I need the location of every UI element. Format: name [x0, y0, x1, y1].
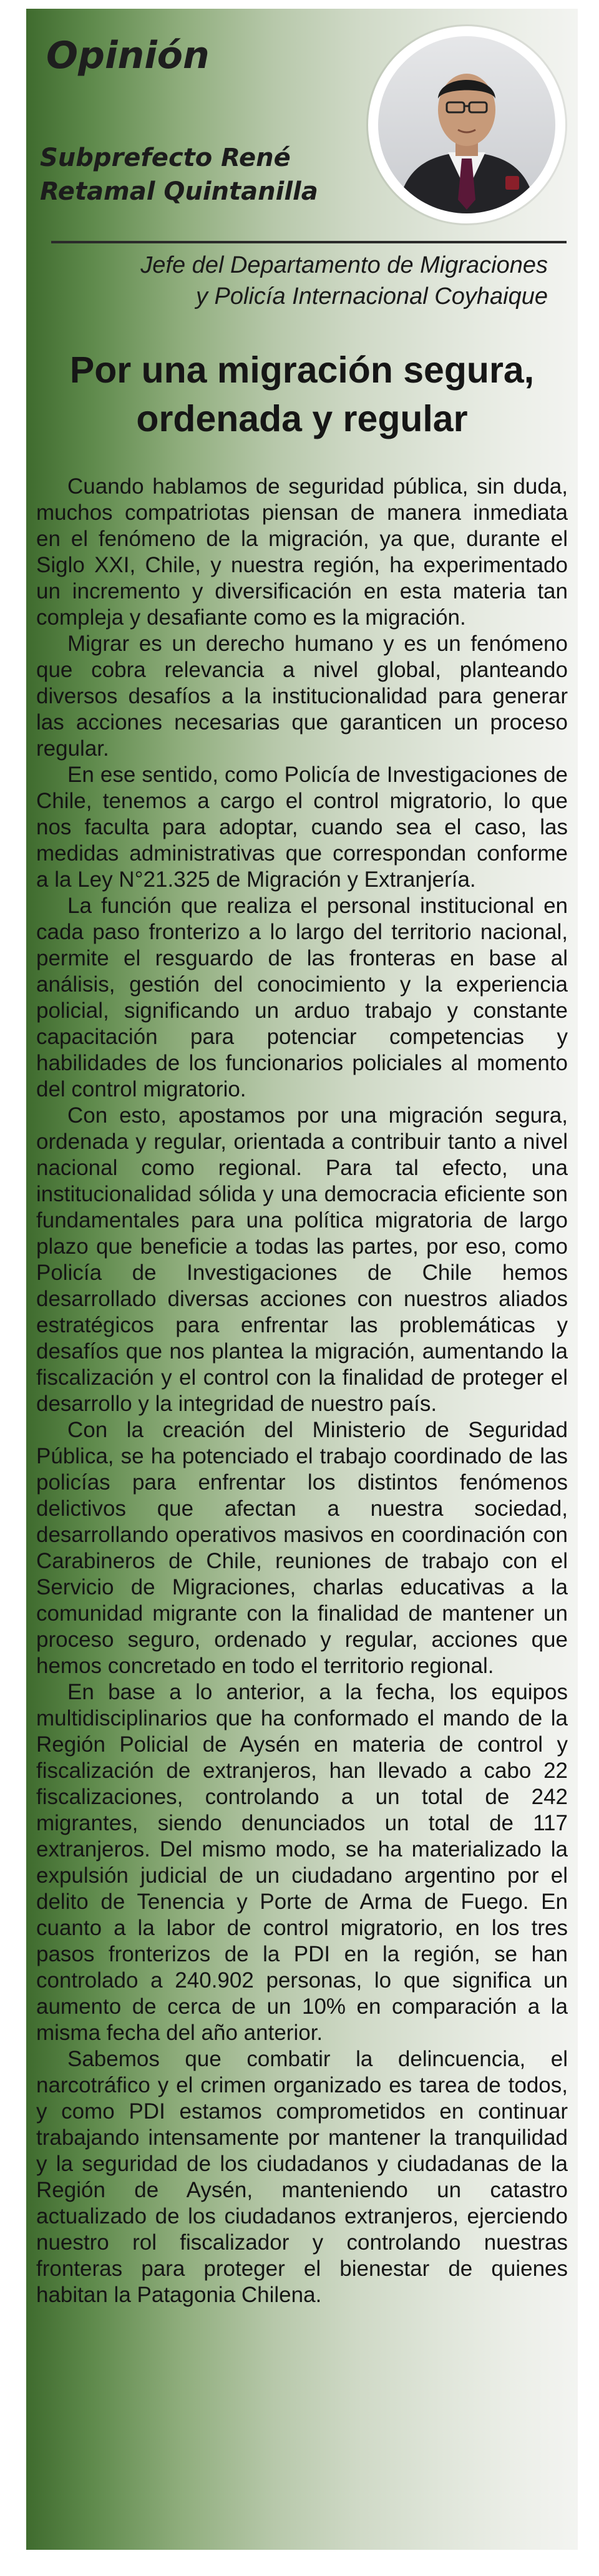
article-paragraph: La función que realiza el personal institucional en cada paso fronterizo a lo largo del territorio nacional, permite el resguardo de las fronteras en base al análisis, gestión del conocimiento y la experiencia policial, significando un arduo trabajo y constante capacitación para potenciar competencias y habilidades de los funcionarios policiales al momento del control migratorio. — [36, 894, 568, 1101]
article-headline — [39, 346, 565, 443]
article-paragraph: En base a lo anterior, a la fecha, los equipos multidisciplinarios que ha conformado el mando de la Región Policial de Aysén en materia de control y fiscalización de extranjeros, han llevado a cabo 22 fiscalizaciones, controlando a un total de 242 migrantes, siendo denunciados un total de 117 extranjeros. Del mismo modo, se ha materializado la expulsión judicial de un ciudadano argentino por el delito de Tenencia y Porte de Arma de Fuego. En cuanto a la labor de control migratorio, en los tres pasos fronterizos de la PDI en la región, se han controlado a 240.902 personas, lo que significa un aumento de cerca de un 10% en comparación a la misma fecha del año anterior. — [36, 1680, 568, 2045]
author-role-line-1: Jefe del Departamento de Migraciones — [140, 252, 548, 278]
article-paragraph: Cuando hablamos de seguridad pública, sin duda, muchos compatriotas piensan de manera inmediata en el fenómeno de la migración, ya que, durante el Siglo XXI, Chile, y nuestra región, ha experimentado un incremento y diversificación en esta materia tan compleja y desafiante como es la migración. — [36, 474, 568, 630]
author-name — [40, 141, 318, 208]
author-role-line-2: y Policía Internacional Coyhaique — [195, 283, 548, 310]
author-role — [140, 250, 548, 312]
article-paragraph: Con esto, apostamos por una migración segura, ordenada y regular, orientada a contribuir tanto a nivel nacional como regional. Para tal efecto, una institucionalidad sólida y una democracia eficiente son fundamentales para una política migratoria de largo plazo que beneficie a todas las partes, por eso, como Policía de Investigaciones de Chile hemos desarrollado diversas acciones con nuestros aliados estratégicos para enfrentar las problemáticas y desafíos que nos plantea la migración, aumentando la fiscalización y el control con la finalidad de proteger el desarrollo y la integridad de nuestro país. — [36, 1103, 568, 1416]
author-photo — [378, 36, 555, 213]
author-name-line-2: Retamal Quintanilla — [40, 177, 318, 206]
divider-rule — [51, 241, 567, 243]
headline-line-1: Por una migración segura, — [69, 349, 535, 391]
opinion-column — [26, 9, 578, 2550]
article-paragraph: Migrar es un derecho humano y es un fenómeno que cobra relevancia a nivel global, planteando diversos desafíos a la institucionalidad para generar las acciones necesarias que garanticen un proceso regular. — [36, 632, 568, 761]
article-body — [36, 474, 568, 2308]
section-label: Opinión — [46, 34, 210, 77]
author-photo-frame — [368, 26, 565, 223]
article-paragraph: Con la creación del Ministerio de Seguridad Pública, se ha potenciado el trabajo coordinado de las policías para enfrentar los distintos fenómenos delictivos que afectan a nuestra sociedad, desarrollando operativos masivos en coordinación con Carabineros de Chile, reuniones de trabajo con el Servicio de Migraciones, charlas educativas a la comunidad migrante con la finalidad de mantener un proceso seguro, ordenado y regular, acciones que hemos concretado en todo el territorio regional. — [36, 1418, 568, 1678]
headline-line-2: ordenada y regular — [136, 398, 468, 439]
author-name-line-1: Subprefecto René — [40, 144, 291, 172]
article-paragraph: En ese sentido, como Policía de Investigaciones de Chile, tenemos a cargo el control migratorio, lo que nos faculta para adoptar, cuando sea el caso, las medidas administrativas que correspondan conforme a la Ley N°21.325 de Migración y Extranjería. — [36, 763, 568, 892]
article-paragraph: Sabemos que combatir la delincuencia, el narcotráfico y el crimen organizado es tarea de todos, y como PDI estamos comprometidos en continuar trabajando intensamente por mantener la tranquilidad y la seguridad de los ciudadanos y ciudadanas de la Región de Aysén, manteniendo un catastro actualizado de los ciudadanos extranjeros, ejerciendo nuestro rol fiscalizador y controlando nuestras fronteras para proteger el bienestar de quienes habitan la Patagonia Chilena. — [36, 2047, 568, 2307]
